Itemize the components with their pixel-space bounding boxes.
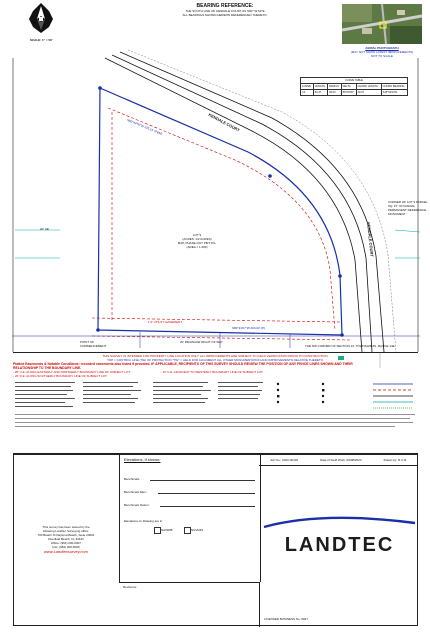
office-line: Office: (954) 000-0007 bbox=[51, 541, 81, 545]
benchmark-datum-input[interactable] bbox=[160, 506, 255, 507]
legend-symbol bbox=[277, 401, 279, 403]
legend-line bbox=[218, 382, 263, 383]
office-line: Fax: (954) 000-0000 bbox=[52, 545, 80, 549]
easement-label: 1.0' UTILITY EASEMENT bbox=[148, 320, 183, 324]
office-line: 700 Beach St Daytona Beach, Suite 24001 bbox=[37, 533, 95, 537]
legend-line bbox=[153, 402, 205, 403]
office-info bbox=[16, 525, 116, 554]
lot-note: (ACRES: 1/2 ACRES) bbox=[182, 237, 212, 241]
legend-line bbox=[218, 390, 262, 391]
curve-cell: 35.00 bbox=[328, 90, 342, 96]
legend-line bbox=[153, 390, 211, 391]
field-date: Date of Field Work: 09/08/2023 bbox=[320, 458, 362, 462]
south-line-label: S89°34'07"W 200.00' (P) bbox=[232, 326, 266, 330]
job-number: Job No.: 2023-00432 bbox=[270, 458, 299, 462]
monument-pc bbox=[268, 174, 272, 178]
lot-note: (AREA = 1.290) bbox=[186, 245, 208, 249]
curve-header: CHORD BEARING bbox=[381, 84, 407, 90]
legend-text-line bbox=[15, 414, 415, 415]
legend-symbol bbox=[322, 389, 324, 391]
legend-symbol bbox=[322, 383, 324, 385]
bottom-right-note: THE NW CORNER OF SECTION 16, TOWNSHIP 8S, RANGE 14E bbox=[305, 344, 395, 348]
leader-line bbox=[395, 230, 420, 232]
red-note-2: RELATIONSHIP TO THE BOUNDARY LINE. bbox=[13, 366, 82, 370]
legend-line bbox=[153, 394, 201, 395]
curve-cell: C1 bbox=[301, 90, 314, 96]
curve-header: DELTA bbox=[341, 84, 356, 90]
legend-line bbox=[153, 386, 203, 387]
benchmark-elev-label: Benchmark Elev.: bbox=[124, 490, 148, 494]
red-note-3: - 20' U.E. ALONG EASTERLY AND NORTHERLY BOUNDARY LINE OF SUBJECT LOT. bbox=[13, 370, 131, 374]
legend-line bbox=[15, 390, 73, 391]
bearing-line-1: THE SOUTH LINE OF KENDALE COURT AS S60° W 53°E bbox=[185, 9, 265, 13]
drain-label: 20' DRAINAGE RIGHT OF WAY bbox=[180, 340, 223, 344]
legend-line bbox=[15, 394, 67, 395]
curve-table-title: CURVE TABLE bbox=[301, 78, 408, 84]
bearing-line-2: ALL BEARINGS SHOWN HEREON REFERENCED THERETO. bbox=[182, 13, 268, 17]
benchmark-elev-input[interactable] bbox=[158, 493, 255, 494]
monument-se bbox=[340, 333, 344, 337]
legend-line bbox=[83, 382, 138, 383]
legend-symbol bbox=[277, 383, 279, 385]
navd-checkbox[interactable] bbox=[154, 527, 161, 534]
poc-label: POINT OF COMMENCEMENT bbox=[80, 340, 107, 348]
legend-line bbox=[153, 398, 208, 399]
curve-header: LENGTH bbox=[313, 84, 327, 90]
red-note-5: - 20' D.E. ALONG SOUTHERLY BOUNDARY LINE OF SUBJECT LOT. bbox=[13, 374, 108, 378]
benchmark-label: Benchmark: bbox=[124, 477, 141, 481]
legend-line bbox=[218, 386, 258, 387]
elevations-ref-label: Elevations on Drawing are in: bbox=[124, 519, 164, 523]
curve-cell: 54.37 bbox=[313, 90, 327, 96]
legend-line bbox=[83, 402, 135, 403]
revisions-label: Revisions: bbox=[123, 585, 137, 589]
lot-note: LOT 9 bbox=[192, 233, 202, 237]
monument-pt bbox=[338, 274, 342, 278]
curve-header: RADIUS bbox=[328, 84, 342, 90]
warning-note: THIS SURVEY IS INTENDED FOR PROPERTY LINE LOCATION ONLY. ALL IMPROVEMENTS ARE SUBJECT TO FIELD VERIFICATION PRIOR TO CONSTRUCTION. bbox=[102, 354, 329, 358]
legend-text-line bbox=[15, 426, 395, 427]
curve-cell: 89°00'00" bbox=[341, 90, 356, 96]
aerial-title: AERIAL PHOTOGRAPH bbox=[365, 46, 399, 50]
road-edge-4 bbox=[128, 50, 396, 352]
ngvd-label: NGVD29 bbox=[191, 528, 204, 532]
legend-line bbox=[15, 386, 71, 387]
blue-note: TOP = CONTROL LINE (TIE) OF PROTECTION *TIE* = HELD FOR ALIGNMENT ALL OTHER MONUMENTATION AND IMPROVEMENTS RELATIVE THERETO. bbox=[107, 358, 324, 362]
legend-line bbox=[83, 394, 131, 395]
elevations-title: Elevations, if shown: bbox=[124, 457, 161, 462]
legend-symbol bbox=[277, 389, 279, 391]
office-line: Deerfield Beach, FL 33441 bbox=[48, 537, 84, 541]
legend-symbol bbox=[322, 395, 324, 397]
logo-text: LANDTEC bbox=[284, 534, 395, 556]
legend-line bbox=[83, 386, 133, 387]
bearing-title: BEARING REFERENCE: bbox=[196, 3, 254, 9]
easement-line-2 bbox=[92, 318, 340, 322]
notes-section bbox=[13, 352, 418, 454]
north-line-label: N60°44'53"W 225.14' (P&M) bbox=[126, 118, 164, 136]
title-block bbox=[13, 454, 418, 626]
curve-cell: 49.07 bbox=[356, 90, 381, 96]
license-number: LICENSED BUSINESS No. 6927 bbox=[264, 617, 309, 621]
benchmark-datum-label: Benchmark Datum: bbox=[124, 503, 150, 507]
aerial-sub-2: NOT TO SCALE bbox=[371, 54, 393, 58]
drawn-by: Drawn by: R.C.R. bbox=[383, 458, 407, 462]
legend-line bbox=[15, 402, 65, 403]
office-line: This survey has been issued by the bbox=[42, 525, 90, 529]
easement-line-1 bbox=[108, 108, 335, 330]
job-info bbox=[259, 455, 418, 466]
street-label: KENDALE COURT bbox=[207, 112, 241, 133]
red-note-4: - 10' U.E. ADJACENT TO WESTERLY BOUNDARY LINE OF SUBJECT LOT. bbox=[160, 370, 264, 374]
legend-symbol bbox=[277, 395, 279, 397]
legend-line bbox=[15, 398, 75, 399]
red-note-1: Platted Easements & Notable Conditions: recorded easements also listed if provided. IF APPLICABLE, RECIPIENTS OF THIS SURVEY SHOULD REVIEW THE POSITION OF ANY FENCE LINES SHOWN AND THEIR bbox=[13, 362, 353, 366]
road-edge-3 bbox=[120, 52, 384, 352]
legend-line bbox=[15, 406, 73, 407]
curve-cell: S15°54'00"E bbox=[381, 90, 407, 96]
monument-sw bbox=[96, 328, 100, 332]
ngvd-checkbox[interactable] bbox=[184, 527, 191, 534]
left-note: 20' UE bbox=[40, 227, 49, 231]
road-edge-1 bbox=[105, 58, 362, 352]
aerial-sub-1: (MAY NOT SHOW LATEST IMPROVEMENTS) bbox=[350, 50, 414, 54]
legend-line bbox=[83, 398, 138, 399]
website-link[interactable]: www.Landtecsurvey.com bbox=[44, 549, 88, 554]
legend-line bbox=[218, 398, 258, 399]
legend-line bbox=[153, 382, 208, 383]
monument-nw bbox=[98, 86, 102, 90]
landtec-logo bbox=[262, 515, 417, 563]
legend-text-line bbox=[15, 418, 410, 419]
lot-note: MAP, PHASE-OUT PB 5 PG. bbox=[177, 241, 217, 245]
revisions-box bbox=[119, 582, 260, 627]
corner-note: CORNER OF LOT 9 PARCEL SQ. FT. ON RADIAL PERMANENT REFERENCE MONUMENT bbox=[388, 200, 428, 216]
office-line: following Landtec Surveying office: bbox=[42, 529, 90, 533]
legend-line bbox=[83, 390, 141, 391]
logo-swoosh-icon bbox=[262, 515, 417, 529]
navd-label: NAVD88 bbox=[161, 528, 173, 532]
lot-label bbox=[162, 233, 232, 249]
elevations-box bbox=[119, 455, 261, 582]
legend-line bbox=[15, 382, 75, 383]
legend-symbol bbox=[322, 401, 324, 403]
street-label-2: KENDALE COURT bbox=[366, 222, 375, 258]
legend-text-line bbox=[15, 422, 413, 423]
legend-block bbox=[13, 378, 418, 430]
curve-header: CHORD LENGTH bbox=[356, 84, 381, 90]
legend-line bbox=[218, 394, 260, 395]
curve-header: CURVE bbox=[301, 84, 314, 90]
scale-label: SCALE: 1" = 50' bbox=[30, 38, 53, 42]
benchmark-input[interactable] bbox=[150, 480, 255, 481]
